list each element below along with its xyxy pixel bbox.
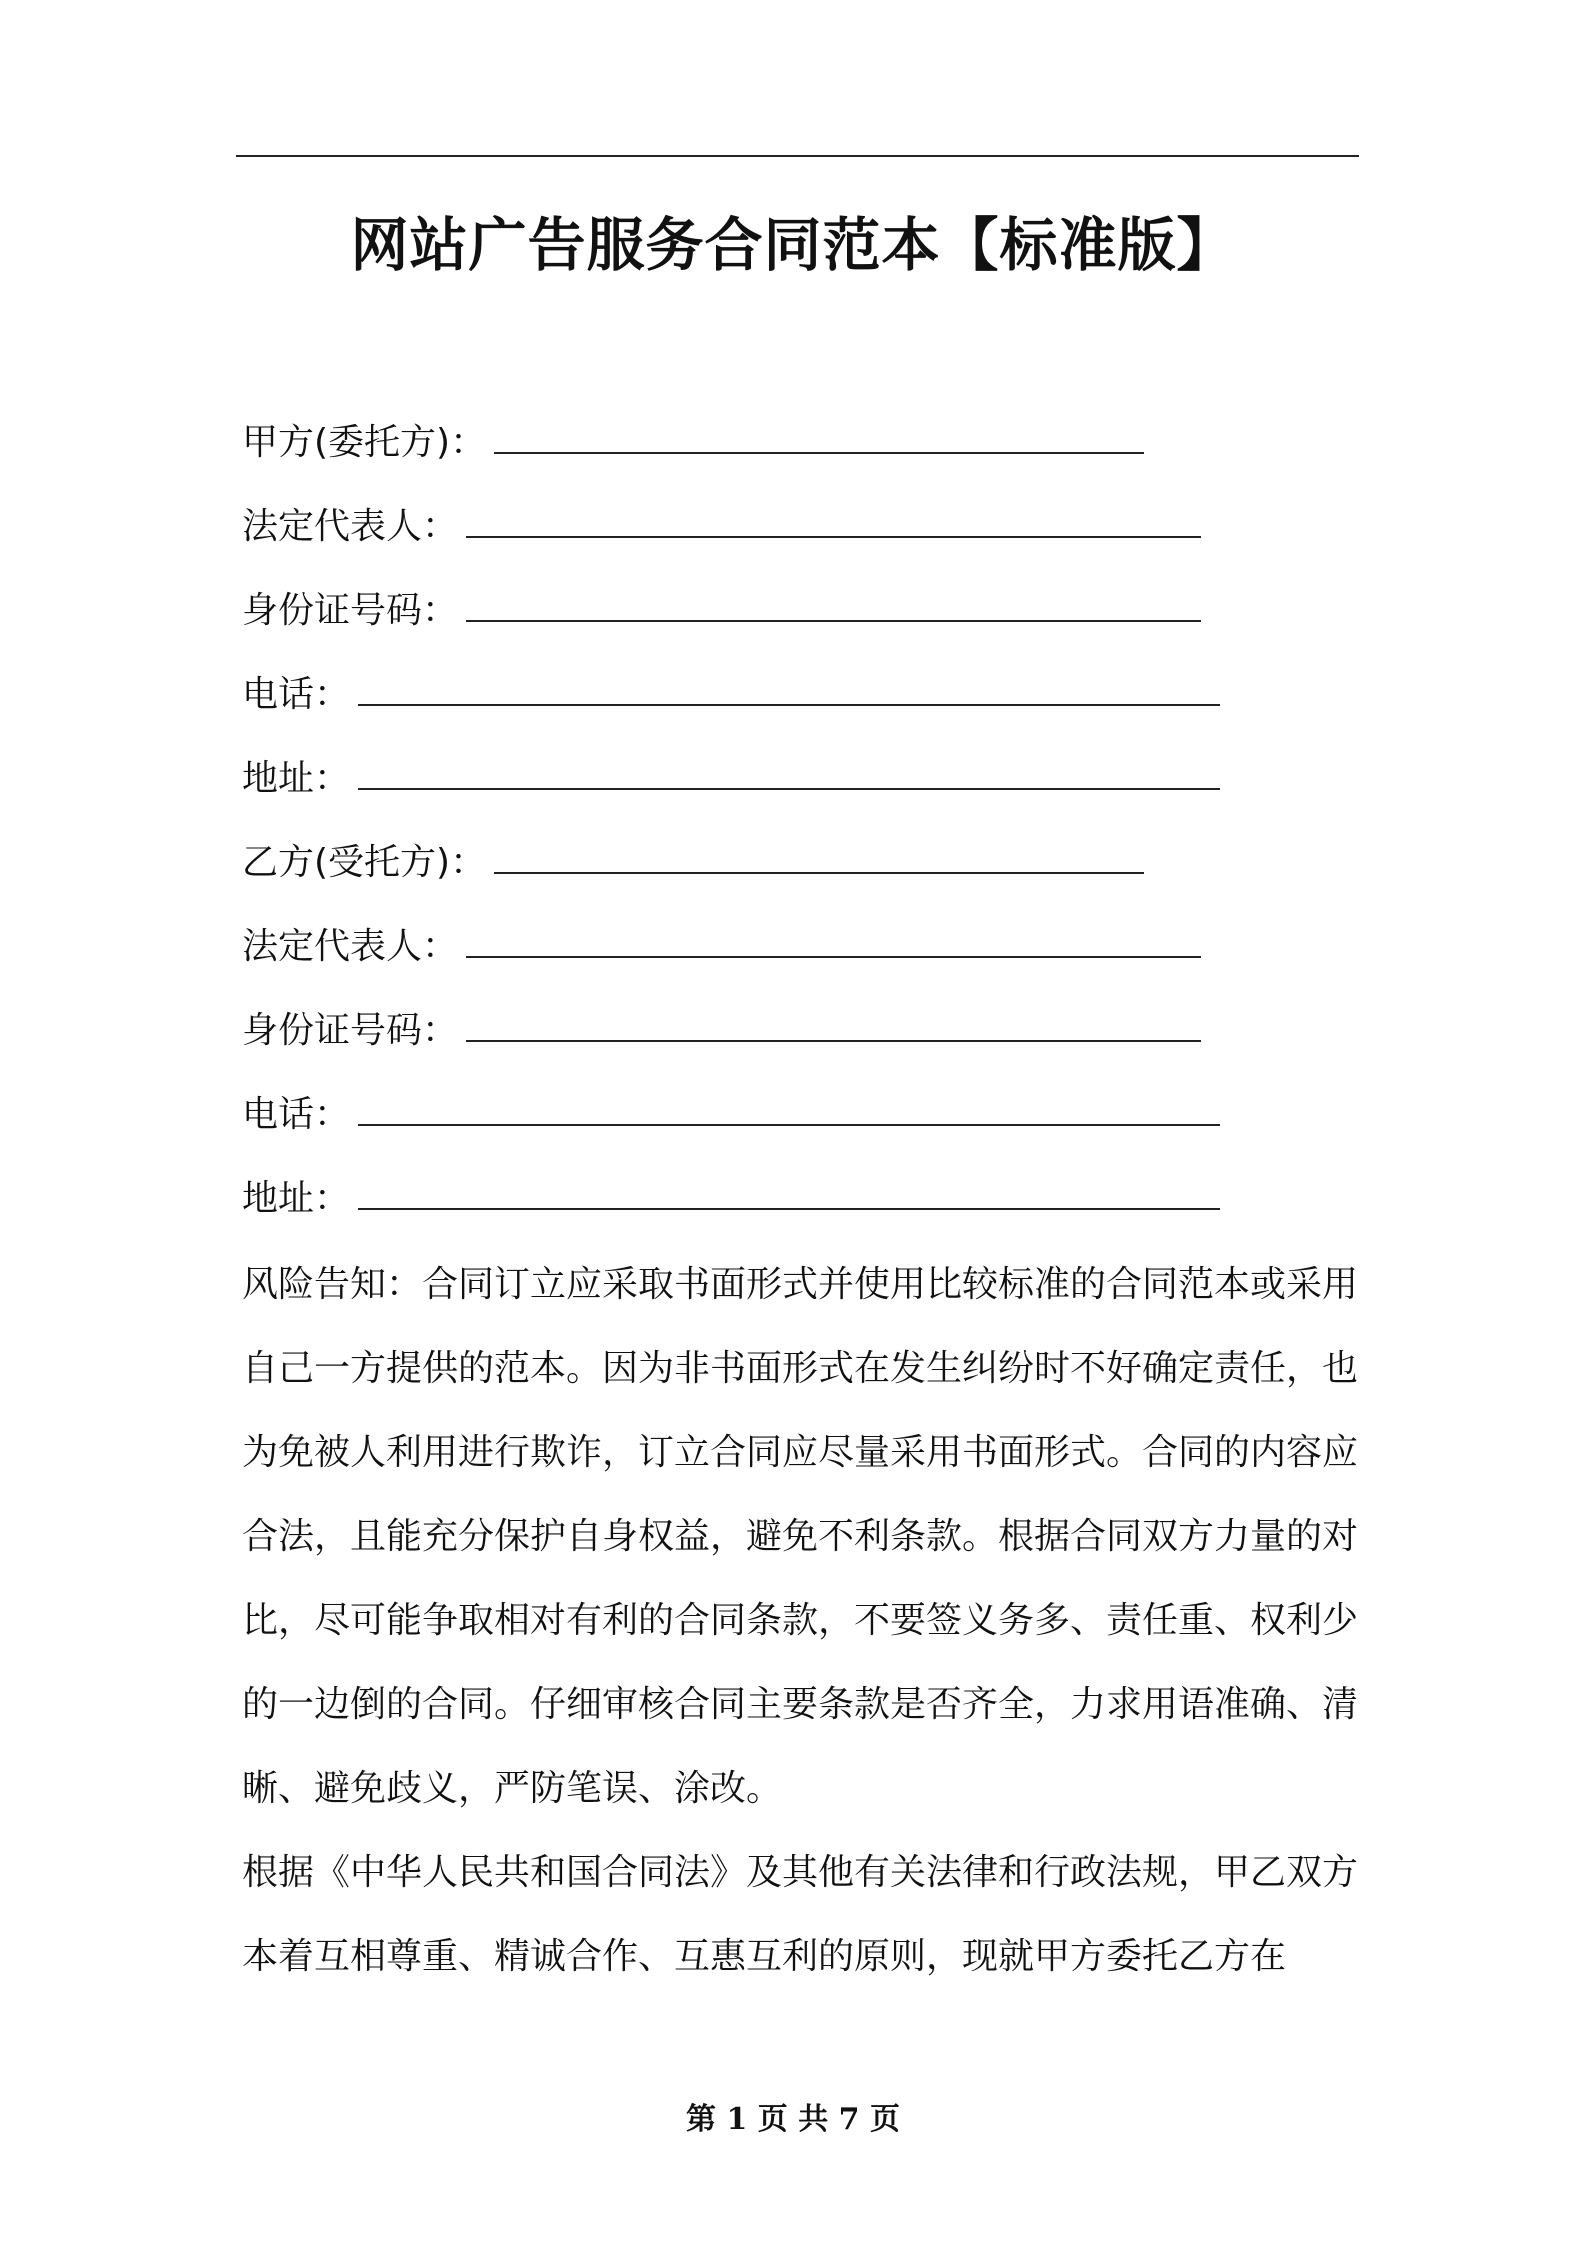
field-party-b-representative <box>242 914 1362 998</box>
field-party-b-address <box>242 1166 1362 1250</box>
party-info-fields <box>242 410 1362 1250</box>
blank-fill-line[interactable] <box>358 662 1220 706</box>
page-number-footer: 第 1 页 共 7 页 <box>686 2102 900 2137</box>
field-party-a-id-number <box>242 578 1362 662</box>
field-party-b <box>242 830 1362 914</box>
risk-notice-paragraph: 风险告知：合同订立应采取书面形式并使用比较标准的合同范本或采用自己一方提供的范本。因为非书面形式在发生纠纷时不好确定责任，也为免被人利用进行欺诈，订立合同应尽量采用书面形式。合同的内容应合法，且能充分保护自身权益，避免不利条款。根据合同双方力量的对比，尽可能争取相对有利的合同条款，不要签义务多、责任重、权利少的一边倒的合同。仔细审核合同主要条款是否齐全，力求用语准确、清晰、避免歧义，严防笔误、涂改。 <box>242 1264 1359 1809</box>
blank-fill-line[interactable] <box>358 746 1220 790</box>
document-title: 网站广告服务合同范本【标准版】 <box>350 211 1236 279</box>
blank-fill-line[interactable] <box>466 914 1201 958</box>
field-party-a-representative <box>242 494 1362 578</box>
field-label: 甲方(委托方)： <box>242 422 487 463</box>
field-label: 身份证号码： <box>242 590 459 631</box>
field-label: 地址： <box>242 758 351 799</box>
field-party-a-phone <box>242 662 1362 746</box>
blank-fill-line[interactable] <box>466 578 1201 622</box>
preamble-paragraph: 根据《中华人民共和国合同法》及其他有关法律和行政法规，甲乙双方本着互相尊重、精诚合作、互惠互利的原则，现就甲方委托乙方在 <box>242 1852 1359 1977</box>
blank-fill-line[interactable] <box>466 494 1201 538</box>
field-party-a-address <box>242 746 1362 830</box>
field-label: 法定代表人： <box>242 926 459 967</box>
blank-fill-line[interactable] <box>494 830 1144 874</box>
blank-fill-line[interactable] <box>358 1082 1220 1126</box>
blank-fill-line[interactable] <box>466 998 1201 1042</box>
blank-fill-line[interactable] <box>358 1166 1220 1210</box>
field-label: 地址： <box>242 1178 351 1219</box>
field-label: 身份证号码： <box>242 1010 459 1051</box>
contract-body <box>242 1243 1358 1999</box>
field-party-b-phone <box>242 1082 1362 1166</box>
field-party-a <box>242 410 1362 494</box>
header-rule <box>236 155 1359 157</box>
field-label: 电话： <box>242 674 351 715</box>
field-label: 电话： <box>242 1094 351 1135</box>
field-party-b-id-number <box>242 998 1362 1082</box>
field-label: 乙方(受托方)： <box>242 842 487 883</box>
field-label: 法定代表人： <box>242 506 459 547</box>
blank-fill-line[interactable] <box>494 410 1144 454</box>
